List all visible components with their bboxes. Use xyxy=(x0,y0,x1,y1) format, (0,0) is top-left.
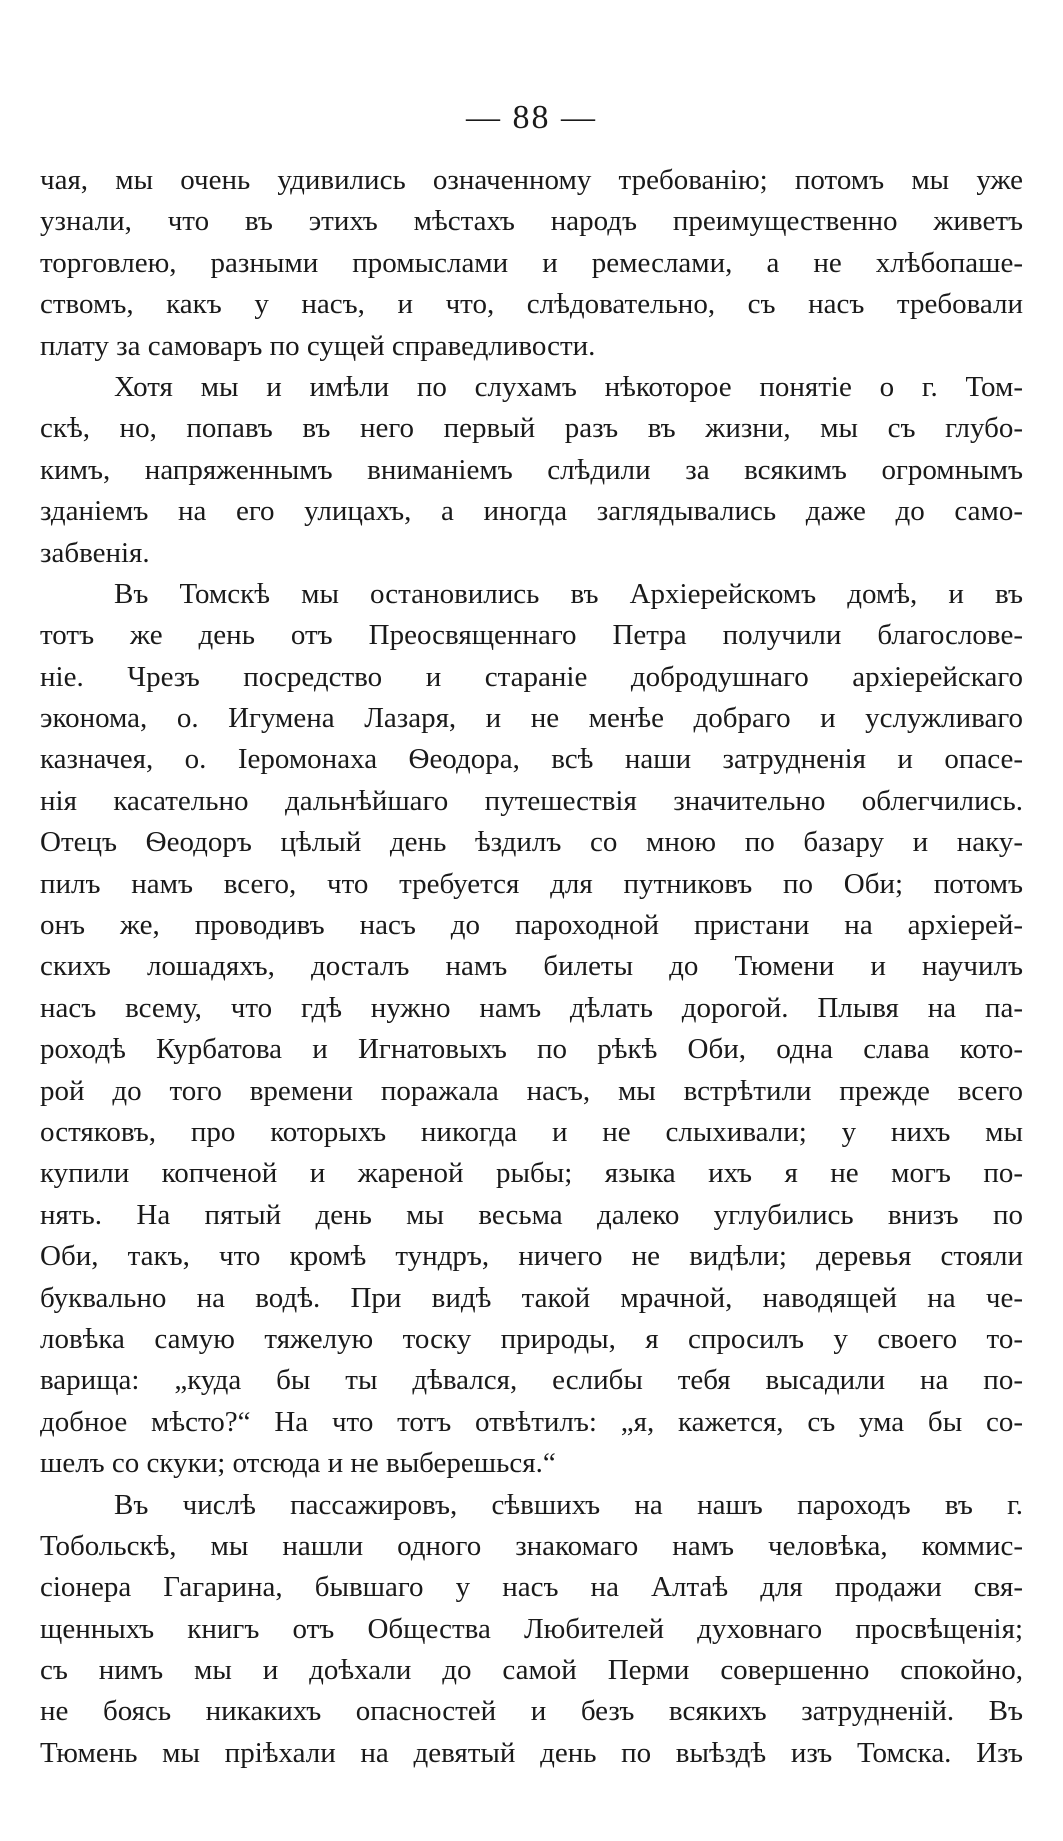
text-line: торговлею, разными промыслами и ремеслами, а не хлѣбопаше- xyxy=(40,246,1023,279)
text-line: нія касательно дальнѣйшаго путешествія значительно облегчились. xyxy=(40,784,1023,817)
text-line: нять. На пятый день мы весьма далеко углубились внизъ по xyxy=(40,1198,1023,1231)
text-line: онъ же, проводивъ насъ до пароходной пристани на архіерей- xyxy=(40,909,1023,942)
text-line: плату за самоваръ по сущей справедливости. xyxy=(40,329,596,362)
text-line: шелъ со скуки; отсюда и не выберешься.“ xyxy=(40,1447,556,1480)
text-line: ніе. Чрезъ посредство и стараніе добродушнаго архіерейскаго xyxy=(40,660,1023,693)
text-line: пилъ намъ всего, что требуется для путниковъ по Оби; потомъ xyxy=(40,867,1023,900)
text-line: щенныхъ книгъ отъ Общества Любителей духовнаго просвѣщенія; xyxy=(40,1612,1023,1645)
text-line: варища: „куда бы ты дѣвался, еслибы тебя высадили на по- xyxy=(40,1364,1023,1397)
text-line: Хотя мы и имѣли по слухамъ нѣкоторое понятіе о г. Том- xyxy=(114,370,1023,403)
text-line: ствомъ, какъ у насъ, и что, слѣдовательно, съ насъ требовали xyxy=(40,288,1023,321)
text-line: Отецъ Ѳеодоръ цѣлый день ѣздилъ со мною по базару и наку- xyxy=(40,826,1023,859)
text-line: Въ числѣ пассажировъ, сѣвшихъ на нашъ пароходъ въ г. xyxy=(114,1488,1023,1521)
text-line: Тобольскѣ, мы нашли одного знакомаго намъ человѣка, коммис- xyxy=(40,1529,1023,1562)
text-line: скѣ, но, попавъ въ него первый разъ въ жизни, мы съ глубо- xyxy=(40,412,1023,445)
text-line: эконома, о. Игумена Лазаря, и не менѣе добраго и услужливаго xyxy=(40,702,1023,735)
text-line: купили копченой и жареной рыбы; языка ихъ я не могъ по- xyxy=(40,1157,1023,1190)
text-line: добное мѣсто?“ На что тотъ отвѣтилъ: „я, кажется, съ ума бы со- xyxy=(40,1405,1023,1438)
text-line: кимъ, напряженнымъ вниманіемъ слѣдили за всякимъ огромнымъ xyxy=(40,453,1023,486)
text-line: узнали, что въ этихъ мѣстахъ народъ преимущественно живетъ xyxy=(40,205,1023,238)
text-line: ловѣка самую тяжелую тоску природы, я спросилъ у своего то- xyxy=(40,1322,1023,1355)
text-line: рой до того времени поражала насъ, мы встрѣтили прежде всего xyxy=(40,1074,1023,1107)
text-line: сіонера Гагарина, бывшаго у насъ на Алтаѣ для продажи свя- xyxy=(40,1571,1023,1604)
text-line: скихъ лошадяхъ, досталъ намъ билеты до Тюмени и научилъ xyxy=(40,950,1023,983)
text-line: насъ всему, что гдѣ нужно намъ дѣлать дорогой. Плывя на па- xyxy=(40,991,1023,1024)
text-line: Оби, такъ, что кромѣ тундръ, ничего не видѣли; деревья стояли xyxy=(40,1240,1023,1273)
text-line: съ нимъ мы и доѣхали до самой Перми совершенно спокойно, xyxy=(40,1654,1023,1687)
text-line: Въ Томскѣ мы остановились въ Архіерейскомъ домѣ, и въ xyxy=(114,577,1023,610)
text-line: роходѣ Курбатова и Игнатовыхъ по рѣкѣ Оби, одна слава кото- xyxy=(40,1033,1023,1066)
text-line: казначея, о. Іеромонаха Ѳеодора, всѣ наши затрудненія и опасе- xyxy=(40,743,1023,776)
page-number: — 88 — xyxy=(466,99,597,136)
text-line: не боясь никакихъ опасностей и безъ всякихъ затрудненій. Въ xyxy=(40,1695,1023,1728)
text-line: Тюмень мы пріѣхали на девятый день по выѣздѣ изъ Томска. Изъ xyxy=(40,1736,1023,1769)
text-line: буквально на водѣ. При видѣ такой мрачной, наводящей на че- xyxy=(40,1281,1023,1314)
text-line: остяковъ, про которыхъ никогда и не слыхивали; у нихъ мы xyxy=(40,1115,1023,1148)
text-line: зданіемъ на его улицахъ, а иногда заглядывались даже до само- xyxy=(40,495,1023,528)
text-line: тотъ же день отъ Преосвященнаго Петра получили благослове- xyxy=(40,619,1023,652)
text-line: чая, мы очень удивились означенному требованію; потомъ мы уже xyxy=(40,164,1023,196)
body-text xyxy=(40,160,1023,1774)
text-line: забвенія. xyxy=(40,536,150,569)
